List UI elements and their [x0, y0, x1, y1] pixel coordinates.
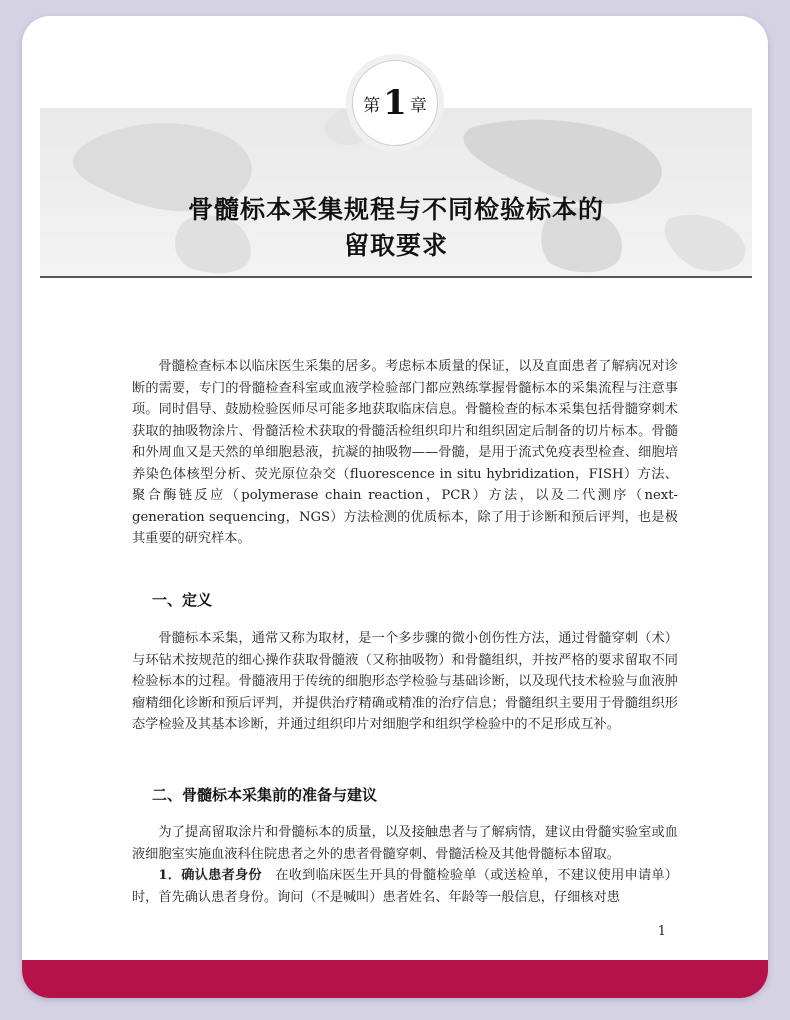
section2-item1: [132, 865, 678, 908]
page-number: 1: [657, 924, 666, 939]
chapter-suffix: 章: [409, 95, 427, 116]
chapter-title: [40, 192, 752, 264]
section1-paragraph-block: [132, 628, 678, 736]
book-page: [22, 16, 768, 998]
item1-text: 在收到临床医生开具的骨髓检验单（或送检单，不建议使用申请单）时，首先确认患者身份。询问（不是喊叫）患者姓名、年龄等一般信息，仔细核对患: [132, 868, 678, 905]
bottom-color-band: [22, 960, 768, 998]
chapter-prefix: 第: [363, 95, 381, 116]
chapter-number: 1: [383, 83, 407, 123]
item1-label: 1．确认患者身份: [158, 868, 262, 883]
chapter-title-line2: 留取要求: [343, 231, 448, 260]
chapter-number-badge: [352, 60, 438, 146]
chapter-title-line1: 骨髓标本采集规程与不同检验标本的: [187, 195, 604, 224]
section2-heading: 二、骨髓标本采集前的准备与建议: [152, 786, 378, 804]
section1-heading: 一、定义: [152, 591, 213, 609]
section2-paragraph-block: [132, 822, 678, 908]
intro-paragraph-block: [132, 356, 678, 550]
intro-paragraph: 骨髓检查标本以临床医生采集的居多。考虑标本质量的保证，以及直面患者了解病况对诊断的需要，专门的骨髓检查科室或血液学检验部门都应熟练掌握骨髓标本的采集流程与注意事项。同时倡导、鼓励检验医师尽可能多地获取临床信息。骨髓检查的标本采集包括骨髓穿刺术获取的抽吸物涂片、骨髓活检术获取的骨髓活检组织印片和组织固定后制备的切片标本。骨髓和外周血又是天然的单细胞悬液，抗凝的抽吸物——骨髓，是用于流式免疫表型检查、细胞培养染色体核型分析、荧光原位杂交（fluorescence in situ hybridization，FISH）方法、聚合酶链反应（polymerase chain reaction，PCR）方法，以及二代测序（next-generation sequencing，NGS）方法检测的优质标本，除了用于诊断和预后评判，也是极其重要的研究样本。: [132, 359, 678, 546]
section2-paragraph: 为了提高留取涂片和骨髓标本的质量，以及接触患者与了解病情，建议由骨髓实验室或血液细胞室实施血液科住院患者之外的患者骨髓穿刺、骨髓活检及其他骨髓标本留取。: [132, 825, 678, 862]
section1-paragraph: 骨髓标本采集，通常又称为取材，是一个多步骤的微小创伤性方法，通过骨髓穿刺（术）与环钻术按规范的细心操作获取骨髓液（又称抽吸物）和骨髓组织，并按严格的要求留取不同检验标本的过程。骨髓液用于传统的细胞形态学检验与基础诊断，以及现代技术检验与血液肿瘤精细化诊断和预后评判，并提供治疗精确或精准的治疗信息；骨髓组织主要用于骨髓组织形态学检验及其基本诊断，并通过组织印片对细胞学和组织学检验中的不足形成互补。: [132, 631, 678, 732]
